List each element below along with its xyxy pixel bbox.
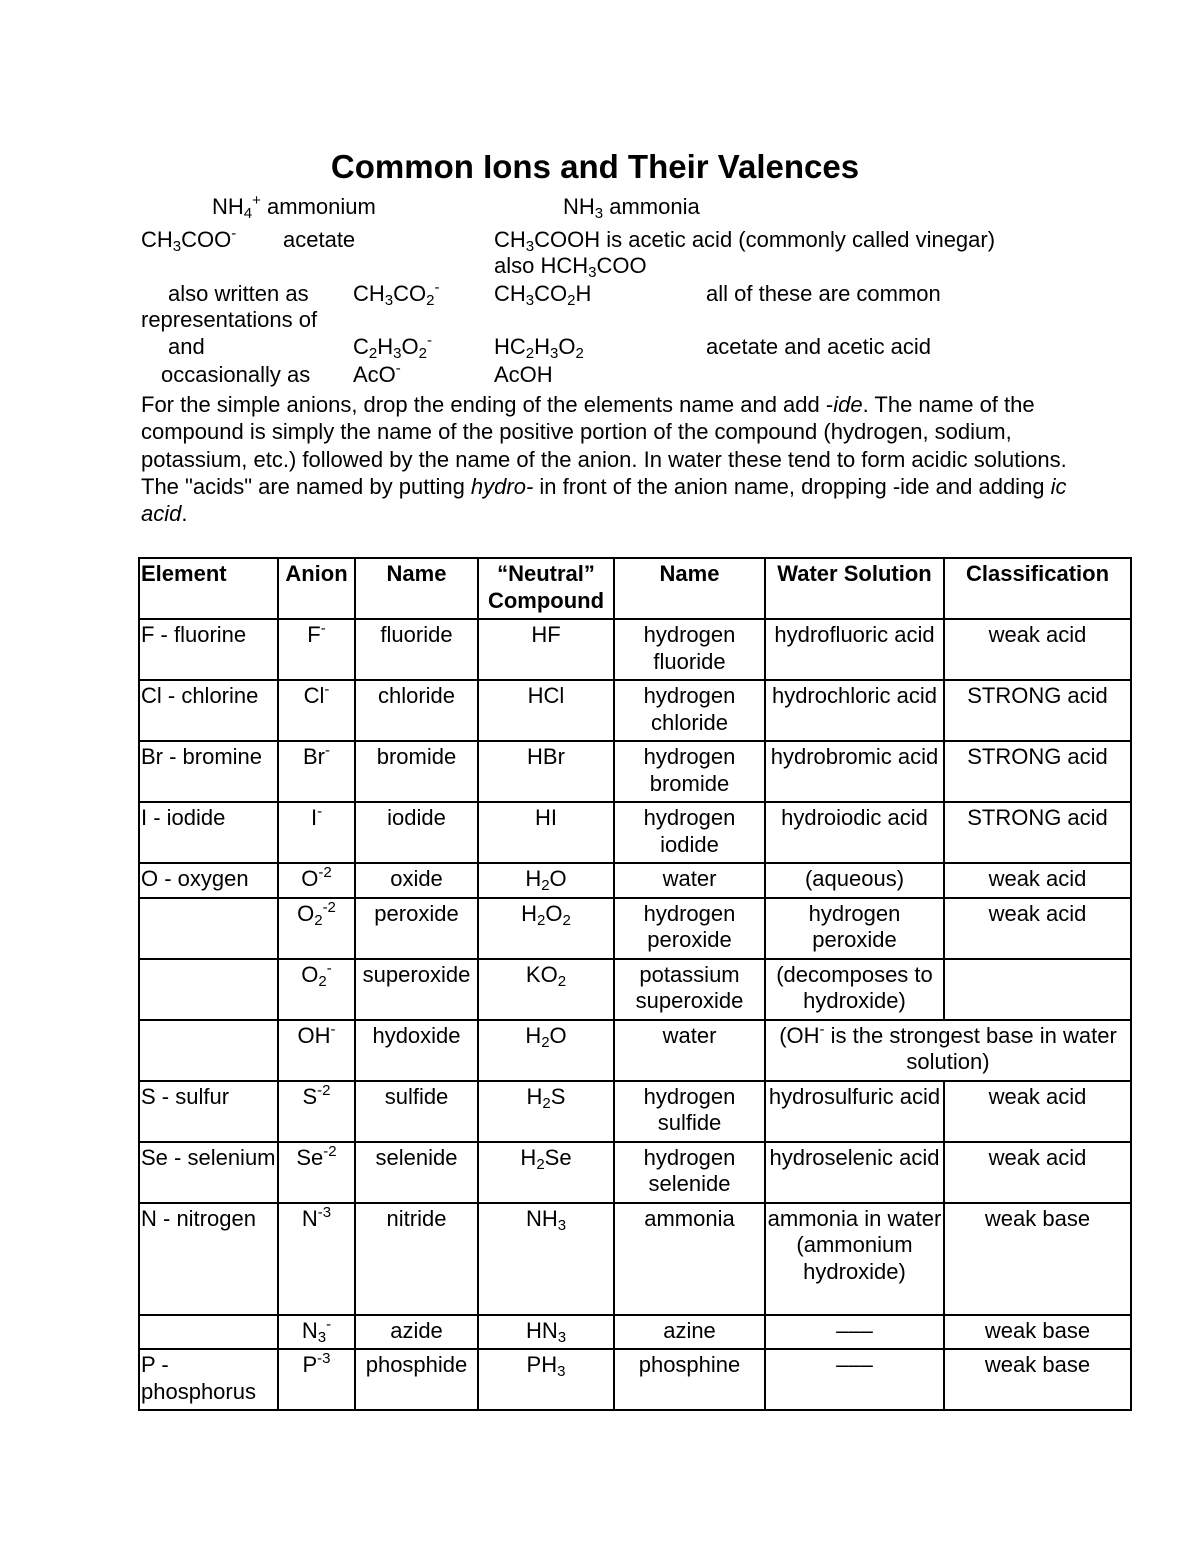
cell-water-solution: ammonia in water (ammonium hydroxide) bbox=[765, 1203, 944, 1315]
cell-anion: $P^{-3}$ bbox=[278, 1349, 355, 1410]
cell-classification: STRONG acid bbox=[944, 741, 1131, 802]
cell-compound: $HN_3$ bbox=[478, 1315, 614, 1350]
cell-element bbox=[139, 898, 278, 959]
header-classification: Classification bbox=[944, 558, 1131, 619]
rep2-acid: $HC_2H_3O_2$ bbox=[494, 334, 584, 362]
cell-anion: OH- bbox=[278, 1020, 355, 1081]
cell-anion: $N_3^-$ bbox=[278, 1315, 355, 1350]
cell-classification: weak base bbox=[944, 1203, 1131, 1315]
table-row bbox=[139, 863, 1131, 898]
cell-water-solution: hydrosulfuric acid bbox=[765, 1081, 944, 1142]
cell-compound: $H_2O$ bbox=[478, 863, 614, 898]
cell-element: S - sulfur bbox=[139, 1081, 278, 1142]
acetic-acid-line: $CH_3COOH$ is acetic acid (commonly called vinegar) bbox=[494, 227, 996, 255]
cell-element bbox=[139, 1315, 278, 1350]
table-row bbox=[139, 1020, 1131, 1081]
rep1-ion: $CH_3CO_2^-$ bbox=[353, 279, 440, 309]
acetate-formula: $CH_3COO^-$ bbox=[141, 225, 237, 255]
cell-anion-name: selenide bbox=[355, 1142, 478, 1203]
cell-compound-name: ammonia bbox=[614, 1203, 765, 1315]
cell-water-solution: hydrofluoric acid bbox=[765, 619, 944, 680]
header-compound-name: Name bbox=[614, 558, 765, 619]
header-name: Name bbox=[355, 558, 478, 619]
cell-classification: weak acid bbox=[944, 1081, 1131, 1142]
ammonium-formula: $NH_4^+$ bbox=[212, 192, 261, 222]
cell-element: N - nitrogen bbox=[139, 1203, 278, 1315]
cell-element: Se - selenium bbox=[139, 1142, 278, 1203]
table-row bbox=[139, 741, 1131, 802]
cell-compound: $PH_3$ bbox=[478, 1349, 614, 1410]
cell-classification: weak acid bbox=[944, 619, 1131, 680]
rep1-note: all of these are common bbox=[706, 281, 941, 306]
cell-anion: Br- bbox=[278, 741, 355, 802]
cell-anion-name: phosphide bbox=[355, 1349, 478, 1410]
rep3-ion: AcO- bbox=[353, 360, 401, 387]
table-row bbox=[139, 1081, 1131, 1142]
cell-element: Cl - chlorine bbox=[139, 680, 278, 741]
cell-compound: $H_2Se$ bbox=[478, 1142, 614, 1203]
rep3-acid: AcOH bbox=[494, 362, 553, 387]
header-water-solution: Water Solution bbox=[765, 558, 944, 619]
cell-element: O - oxygen bbox=[139, 863, 278, 898]
cell-water-solution: hydroselenic acid bbox=[765, 1142, 944, 1203]
cell-classification: weak base bbox=[944, 1349, 1131, 1410]
cell-water-solution: (aqueous) bbox=[765, 863, 944, 898]
rep2-note: acetate and acetic acid bbox=[706, 334, 932, 359]
cell-compound: HF bbox=[478, 619, 614, 680]
cell-compound-name: potassium superoxide bbox=[614, 959, 765, 1020]
cell-element: Br - bromine bbox=[139, 741, 278, 802]
cell-element: I - iodide bbox=[139, 802, 278, 863]
cell-compound: HCl bbox=[478, 680, 614, 741]
cell-compound-name: hydrogen selenide bbox=[614, 1142, 765, 1203]
header-neutral-compound: “Neutral” Compound bbox=[478, 558, 614, 619]
cell-anion: I- bbox=[278, 802, 355, 863]
cell-classification: STRONG acid bbox=[944, 802, 1131, 863]
cell-compound: $KO_2$ bbox=[478, 959, 614, 1020]
ammonia-line: $NH_3$ ammonia bbox=[563, 194, 700, 222]
cell-anion-name: hydoxide bbox=[355, 1020, 478, 1081]
cell-water-solution: (OH- is the strongest base in water solution) bbox=[765, 1020, 1131, 1081]
cell-compound: $H_2O$ bbox=[478, 1020, 614, 1081]
table-row bbox=[139, 1315, 1131, 1350]
cell-element: F - fluorine bbox=[139, 619, 278, 680]
cell-anion-name: bromide bbox=[355, 741, 478, 802]
cell-anion-name: nitride bbox=[355, 1203, 478, 1315]
cell-water-solution: ––– bbox=[765, 1315, 944, 1350]
cell-classification: weak base bbox=[944, 1315, 1131, 1350]
cell-element bbox=[139, 1020, 278, 1081]
cell-anion-name: iodide bbox=[355, 802, 478, 863]
cell-anion-name: superoxide bbox=[355, 959, 478, 1020]
and-label: and bbox=[168, 334, 205, 359]
table-header-row bbox=[139, 558, 1131, 619]
cell-water-solution: (decomposes to hydroxide) bbox=[765, 959, 944, 1020]
cell-water-solution: hydrobromic acid bbox=[765, 741, 944, 802]
cell-classification: weak acid bbox=[944, 898, 1131, 959]
ions-table bbox=[138, 557, 1132, 1411]
table-row bbox=[139, 1142, 1131, 1203]
cell-compound-name: hydrogen peroxide bbox=[614, 898, 765, 959]
cell-element: P - phosphorus bbox=[139, 1349, 278, 1410]
cell-anion-name: chloride bbox=[355, 680, 478, 741]
cell-anion-name: oxide bbox=[355, 863, 478, 898]
cell-anion: Cl- bbox=[278, 680, 355, 741]
representations-label: representations of bbox=[141, 307, 318, 332]
also-line: also $HCH_3COO$ bbox=[494, 253, 647, 281]
rep1-acid: $CH_3CO_2H$ bbox=[494, 281, 592, 309]
cell-element bbox=[139, 959, 278, 1020]
cell-compound-name: hydrogen bromide bbox=[614, 741, 765, 802]
cell-classification bbox=[944, 959, 1131, 1020]
cell-water-solution: ––– bbox=[765, 1349, 944, 1410]
cell-anion-name: azide bbox=[355, 1315, 478, 1350]
cell-compound-name: phosphine bbox=[614, 1349, 765, 1410]
cell-anion: $O_2^{-2}$ bbox=[278, 898, 355, 959]
cell-compound-name: hydrogen fluoride bbox=[614, 619, 765, 680]
header-element: Element bbox=[139, 558, 278, 619]
table-row bbox=[139, 1349, 1131, 1410]
cell-anion: F- bbox=[278, 619, 355, 680]
cell-compound: HI bbox=[478, 802, 614, 863]
cell-water-solution: hydrochloric acid bbox=[765, 680, 944, 741]
cell-compound-name: hydrogen chloride bbox=[614, 680, 765, 741]
rep2-ion: $C_2H_3O_2^-$ bbox=[353, 332, 432, 362]
cell-compound: $H_2S$ bbox=[478, 1081, 614, 1142]
table-row bbox=[139, 898, 1131, 959]
cell-anion-name: sulfide bbox=[355, 1081, 478, 1142]
cell-anion: $S^{-2}$ bbox=[278, 1081, 355, 1142]
cell-anion-name: peroxide bbox=[355, 898, 478, 959]
cell-compound: HBr bbox=[478, 741, 614, 802]
cell-compound: $NH_3$ bbox=[478, 1203, 614, 1315]
cell-water-solution: hydroiodic acid bbox=[765, 802, 944, 863]
written-label: also written as bbox=[168, 281, 309, 306]
cell-classification: weak acid bbox=[944, 1142, 1131, 1203]
cell-water-solution: hydrogen peroxide bbox=[765, 898, 944, 959]
cell-compound-name: azine bbox=[614, 1315, 765, 1350]
table-row bbox=[139, 619, 1131, 680]
cell-anion-name: fluoride bbox=[355, 619, 478, 680]
page-title: Common Ions and Their Valences bbox=[330, 148, 860, 185]
acetate-name: acetate bbox=[283, 227, 356, 252]
cell-compound-name: water bbox=[614, 1020, 765, 1081]
cell-compound-name: hydrogen sulfide bbox=[614, 1081, 765, 1142]
naming-paragraph: For the simple anions, drop the ending of the elements name and add -ide. The name of the compound is simply the name of the positive portion of the compound (hydrogen, sodium, potassium, etc.) followed by the name of the anion. In water these tend to form acidic solutions. The "acids" are named by putting hydro- in front of the anion name, dropping -ide and adding ic acid. bbox=[141, 392, 1067, 527]
cell-classification: weak acid bbox=[944, 863, 1131, 898]
cell-compound: $H_2O_2$ bbox=[478, 898, 614, 959]
table-row bbox=[139, 1203, 1131, 1315]
cell-compound-name: hydrogen iodide bbox=[614, 802, 765, 863]
cell-anion: $O^{-2}$ bbox=[278, 863, 355, 898]
occasionally-label: occasionally as bbox=[161, 362, 311, 387]
cell-anion: $N^{-3}$ bbox=[278, 1203, 355, 1315]
cell-compound-name: water bbox=[614, 863, 765, 898]
cell-classification: STRONG acid bbox=[944, 680, 1131, 741]
cell-anion: $Se^{-2}$ bbox=[278, 1142, 355, 1203]
table-row bbox=[139, 680, 1131, 741]
header-anion: Anion bbox=[278, 558, 355, 619]
table-row bbox=[139, 802, 1131, 863]
cell-anion: $O_2^-$ bbox=[278, 959, 355, 1020]
ammonium-line: $NH_4^+$ ammonium bbox=[212, 192, 376, 222]
table-row bbox=[139, 959, 1131, 1020]
